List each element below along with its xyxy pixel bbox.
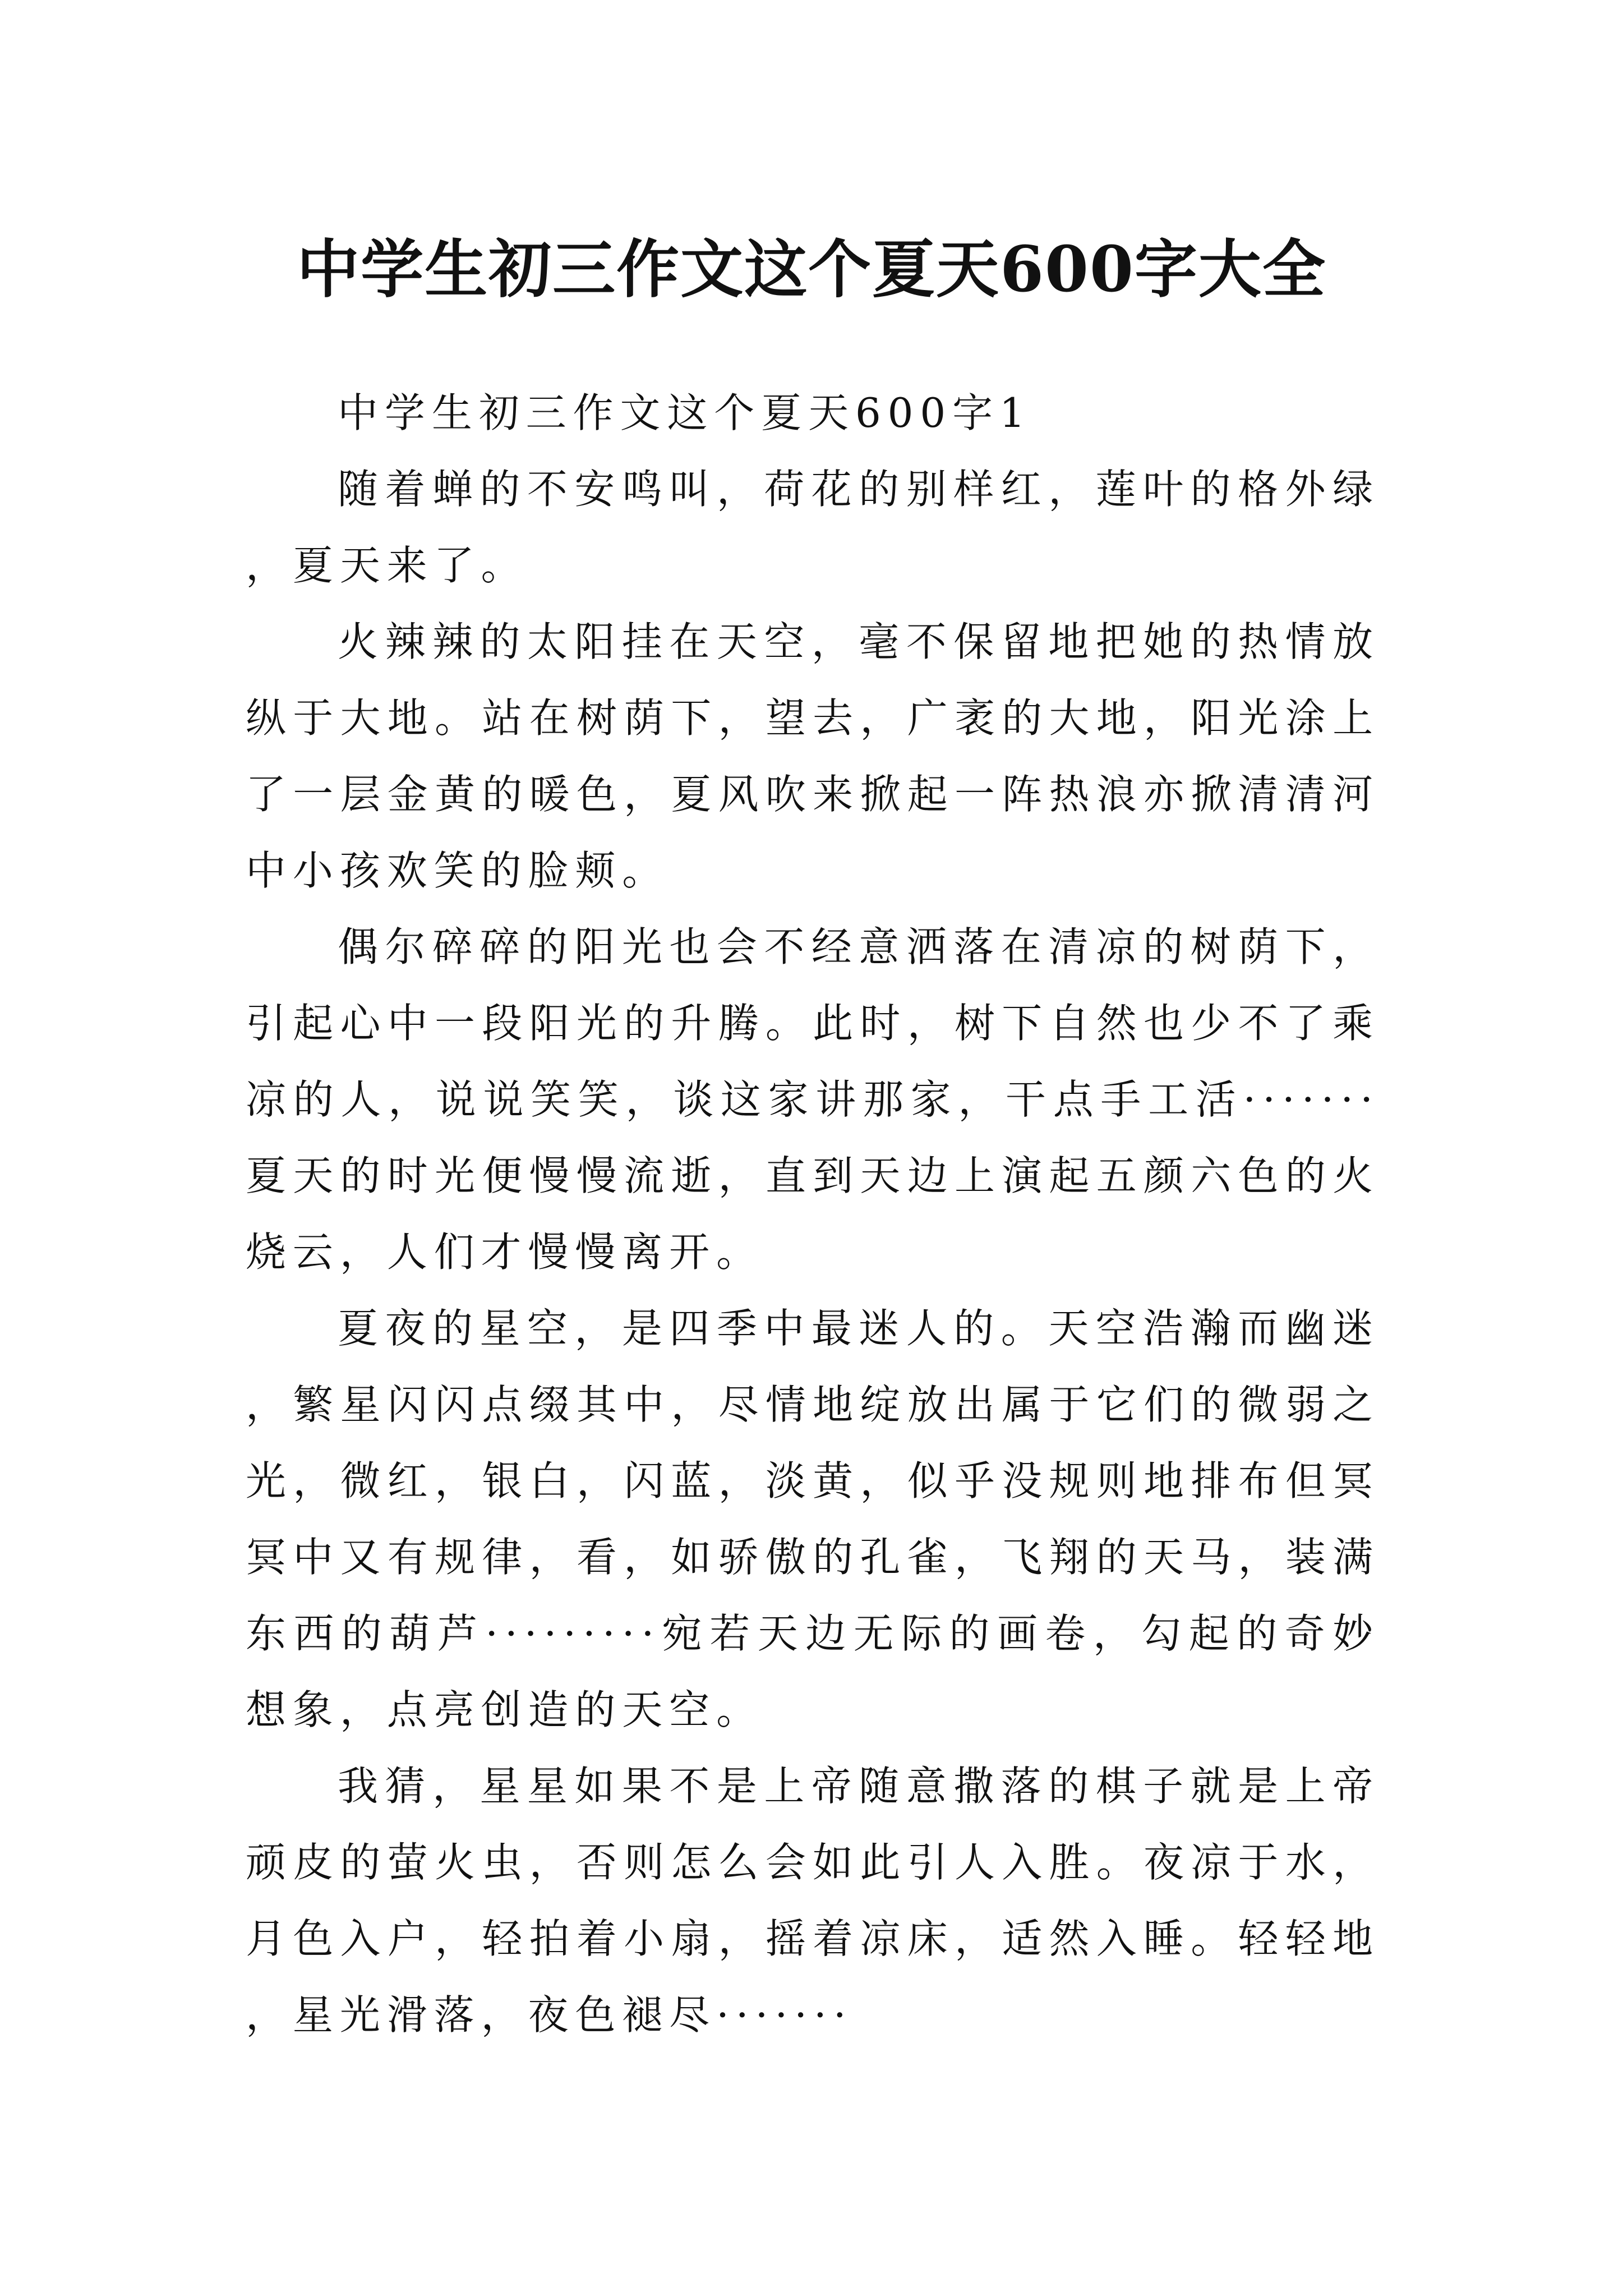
paragraph-tree-shade: 偶尔碎碎的阳光也会不经意洒落在清凉的树荫下，引起心中一段阳光的升腾。此时，树下自然也少不了乘凉的人，说说笑笑，谈这家讲那家，干点手工活·······夏天的时光便慢慢流逝，直到天边上演起五颜六色的火烧云，人们才慢慢离开。	[246, 923, 1380, 1276]
paragraph-fireflies-and-sleep: 我猜，星星如果不是上帝随意撒落的棋子就是上帝顽皮的萤火虫，否则怎么会如此引人入胜。夜凉于水，月色入户，轻拍着小扇，摇着凉床，适然入睡。轻轻地，星光滑落，夜色褪尽·······	[246, 1763, 1380, 2039]
paragraph-starry-night: 夏夜的星空，是四季中最迷人的。天空浩瀚而幽迷，繁星闪闪点缀其中，尽情地绽放出属于它们的微弱之光，微红，银白，闪蓝，淡黄，似乎没规则地排布但冥冥中又有规律，看，如骄傲的孔雀，飞翔的天马，装满东西的葫芦·········宛若天边无际的画卷，勾起的奇妙想象，点亮创造的天空。	[246, 1305, 1380, 1733]
section-heading: 中学生初三作文这个夏天600字1	[338, 389, 1032, 436]
paragraph-sun-and-earth: 火辣辣的太阳挂在天空，毫不保留地把她的热情放纵于大地。站在树荫下，望去，广袤的大地，阳光涂上了一层金黄的暖色，夏风吹来掀起一阵热浪亦掀清清河中小孩欢笑的脸颊。	[246, 618, 1380, 894]
document-title: 中学生初三作文这个夏天600字大全	[297, 233, 1326, 307]
document-body	[246, 375, 1380, 2053]
paragraph-summer-arrives: 随着蝉的不安鸣叫，荷花的别样红，莲叶的格外绿，夏天来了。	[246, 466, 1380, 589]
